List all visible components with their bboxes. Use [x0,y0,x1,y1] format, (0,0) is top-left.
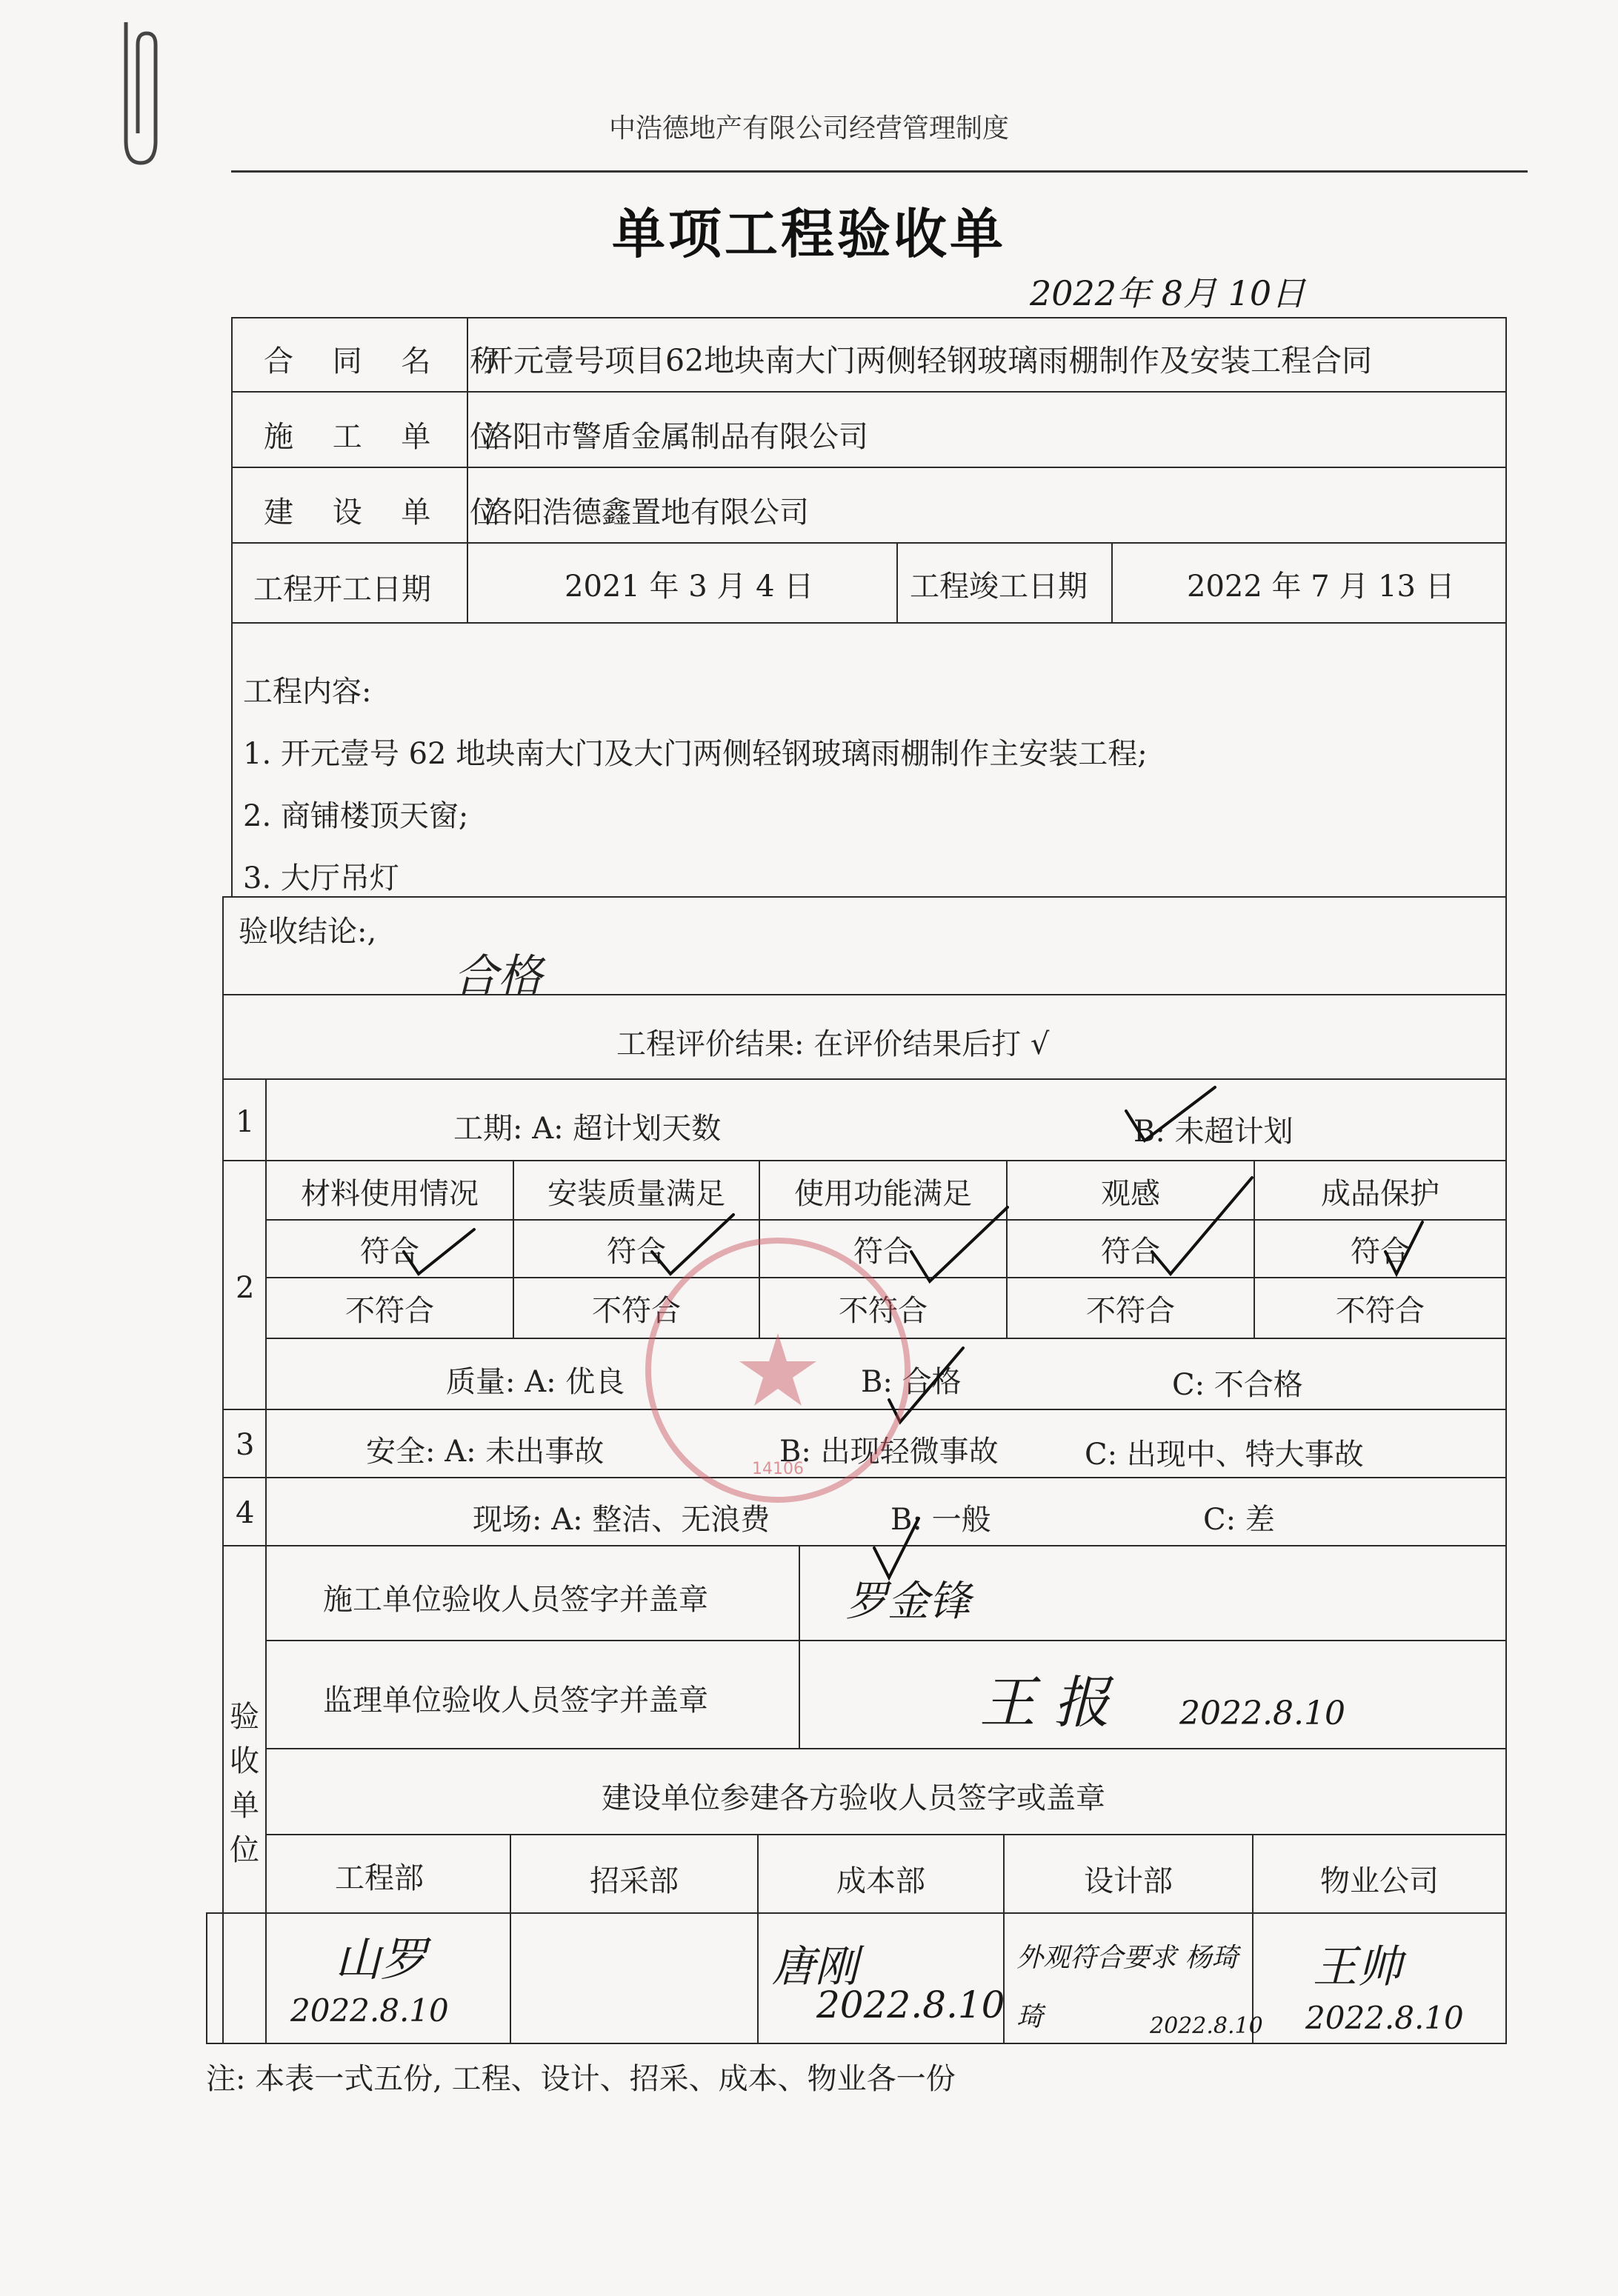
evaluation-heading: 工程评价结果: 在评价结果后打 √ [616,1027,1050,1061]
header-rule [231,170,1528,173]
row4-option-c: C: 差 [1203,1503,1275,1537]
contractor-sign-label: 施工单位验收人员签字并盖章 [323,1583,708,1617]
row1-option-b: B: 未超计划 [1133,1115,1294,1149]
quality-option-b: B: 合格 [861,1365,962,1399]
company-header: 中浩德地产有限公司经营管理制度 [608,113,1009,144]
engineering-sign-date: 2022.8.10 [290,1992,449,2029]
end-label: 工程竣工日期 [910,570,1088,604]
side-char-4: 位 [230,1833,259,1867]
acceptance-side-label [230,1695,259,1872]
property-signature: 王帅 [1313,1941,1402,1993]
cost-sign-date: 2022.8.10 [816,1983,1005,2026]
col-materials: 材料使用情况 [301,1177,479,1211]
engineering-signature: 山罗 [335,1932,427,1986]
footer-note: 注: 本表一式五份, 工程、设计、招采、成本、物业各一份 [206,2062,956,2096]
col-appearance: 观感 [1101,1177,1160,1211]
side-char-2: 收 [230,1744,259,1778]
builder-label: 建 设 单 位 [264,495,515,530]
end-value: 2022 年 7 月 13 日 [1187,570,1455,604]
conclusion-label: 验收结论:, [239,915,377,949]
svg-text:14106: 14106 [752,1460,804,1478]
row1-cell [265,1078,1507,1161]
quality-option-c: C: 不合格 [1172,1368,1303,1402]
content-item-2: 2. 商铺楼顶天窗; [243,799,469,833]
col4-yes: 符合 [1101,1235,1160,1269]
row2-num: 2 [236,1271,255,1305]
content-item-1: 1. 开元壹号 62 地块南大门及大门两侧轻钢玻璃雨棚制作主安装工程; [243,737,1148,771]
side-char-1: 验 [230,1700,259,1734]
property-sign-date: 2022.8.10 [1305,2000,1464,2036]
row4-option-b: B: 一般 [890,1503,991,1537]
row4-label: 现场: A: 整洁、无浪费 [473,1503,770,1537]
supervisor-sign-label: 监理单位验收人员签字并盖章 [323,1683,708,1718]
col3-yes: 符合 [853,1235,913,1269]
content-heading: 工程内容: [243,675,372,709]
dept-engineering: 工程部 [335,1861,424,1895]
acceptance-form [231,317,1507,2044]
col3-no: 不符合 [839,1294,928,1328]
col-installation: 安装质量满足 [547,1177,725,1211]
supervisor-signature: 王 报 [979,1669,1111,1735]
design-sign-date: 2022.8.10 [1150,2013,1263,2039]
row3-num: 3 [236,1428,255,1462]
dept-property: 物业公司 [1320,1864,1439,1898]
col5-no: 不符合 [1336,1294,1425,1328]
col2-yes: 符合 [607,1235,666,1269]
row1-label: 工期: A: 超计划天数 [453,1112,722,1146]
start-value: 2021 年 3 月 4 日 [565,570,814,604]
col2-no: 不符合 [592,1294,681,1328]
col5-yes: 符合 [1351,1235,1410,1269]
design-signature: 外观符合要求 杨琦琦 [1016,1943,1239,2032]
contractor-label: 施 工 单 位 [264,420,515,454]
col1-yes: 符合 [360,1235,419,1269]
col1-no: 不符合 [345,1294,434,1328]
col-function: 使用功能满足 [794,1177,972,1211]
dept-2-sign-cell [510,1912,759,2044]
builder-value: 洛阳浩德鑫置地有限公司 [483,495,809,530]
side-char-3: 单 [230,1789,259,1823]
cost-signature: 唐刚 [772,1941,859,1992]
supervisor-sign-date: 2022.8.10 [1179,1695,1345,1732]
contract-value: 开元壹号项目62地块南大门两侧轻钢玻璃雨棚制作及安装工程合同 [483,343,1373,378]
document-title: 单项工程验收单 [611,202,1006,265]
company-seal-icon [637,1229,919,1511]
col-protection: 成品保护 [1321,1177,1439,1211]
handwritten-date: 2022年 8月 10日 [1030,273,1306,313]
dept-design: 设计部 [1084,1864,1173,1898]
dept-cost: 成本部 [836,1864,925,1898]
contractor-value: 洛阳市警盾金属制品有限公司 [483,420,868,454]
dept-procurement: 招采部 [590,1864,679,1898]
paper-clip-icon [111,15,163,170]
content-item-3: 3. 大厅吊灯 [243,861,399,895]
start-label: 工程开工日期 [253,573,431,607]
conclusion-value: 合格 [453,950,542,1002]
row4-num: 4 [236,1496,255,1530]
contract-label: 合 同 名 称 [264,344,515,378]
row3-option-c: C: 出现中、特大事故 [1085,1438,1364,1472]
col4-no: 不符合 [1086,1294,1175,1328]
quality-label: 质量: A: 优良 [446,1365,625,1399]
conclusion-cell [222,896,1507,995]
contractor-signature: 罗金锋 [846,1578,971,1626]
builder-sign-heading: 建设单位参建各方验收人员签字或盖章 [602,1781,1105,1815]
row3-label: 安全: A: 未出事故 [366,1435,605,1469]
row3-option-b: B: 出现轻微事故 [779,1435,999,1469]
supervisor-sign-cell [799,1640,1507,1749]
row1-num: 1 [236,1105,255,1139]
